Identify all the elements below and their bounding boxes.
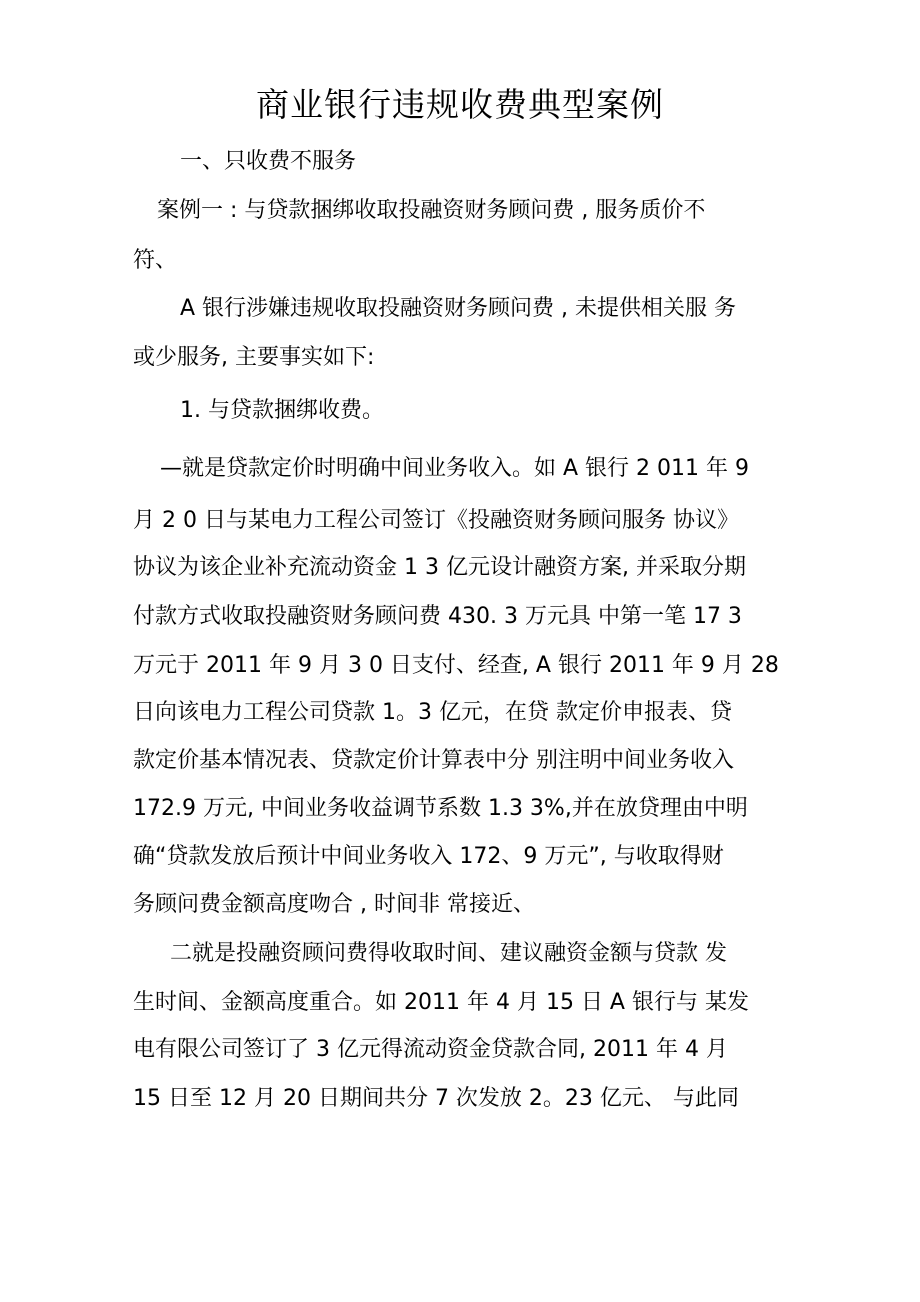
paragraph-3-line: 电有限公司签订了 3 亿元得流动资金贷款合同, 2011 年 4 月 bbox=[133, 1037, 728, 1062]
paragraph-2-line: 协议为该企业补充流动资金 1 3 亿元设计融资方案, 并采取分期 bbox=[133, 555, 746, 580]
paragraph-2-line: 172.9 万元, 中间业务收益调节系数 1.3 3%,并在放贷理由中明 bbox=[133, 796, 748, 821]
document-title: 商业银行违规收费典型案例 bbox=[256, 85, 664, 124]
paragraph-2-line: 款定价基本情况表、贷款定价计算表中分 别注明中间业务收入 bbox=[133, 748, 734, 773]
paragraph-2-line: 月 2 0 日与某电力工程公司签订《投融资财务顾问服务 协议》 bbox=[133, 508, 739, 533]
paragraph-3-line: 二就是投融资顾问费得收取时间、建议融资金额与贷款 发 bbox=[170, 941, 727, 966]
paragraph-2-line: 务顾问费金额高度吻合 , 时间非 常接近、 bbox=[133, 892, 535, 917]
paragraph-1-line-2: 或少服务, 主要事实如下: bbox=[133, 345, 375, 370]
paragraph-3-line: 15 日至 12 月 20 日期间共分 7 次发放 2。23 亿元、 与此同 bbox=[133, 1086, 739, 1111]
case-title-line-2: 符、 bbox=[133, 248, 178, 273]
paragraph-2-line: 付款方式收取投融资财务顾问费 430. 3 万元具 中第一笔 17 3 bbox=[133, 604, 742, 629]
paragraph-2-line: 确“贷款发放后预计中间业务收入 172、9 万元”, 与收取得财 bbox=[133, 844, 724, 869]
paragraph-2-line: 日向该电力工程公司贷款 1。3 亿元，在贷 款定价申报表、贷 bbox=[133, 700, 732, 725]
paragraph-2-line: —就是贷款定价时明确中间业务收入。如 A 银行 2 011 年 9 bbox=[160, 456, 749, 481]
paragraph-3-line: 生时间、金额高度重合。如 2011 年 4 月 15 日 A 银行与 某发 bbox=[133, 990, 749, 1015]
section-heading: 一、只收费不服务 bbox=[180, 149, 357, 174]
subsection-heading: 1. 与贷款捆绑收费。 bbox=[180, 398, 384, 423]
paragraph-2-line: 万元于 2011 年 9 月 3 0 日支付、经查, A 银行 2011 年 9 月 28 bbox=[133, 653, 779, 678]
case-title-line-1: 案例一 : 与贷款捆绑收取投融资财务顾问费 , 服务质价不 bbox=[157, 198, 706, 223]
paragraph-1-line-1: A 银行涉嫌违规收取投融资财务顾问费 , 未提供相关服 务 bbox=[180, 296, 737, 321]
